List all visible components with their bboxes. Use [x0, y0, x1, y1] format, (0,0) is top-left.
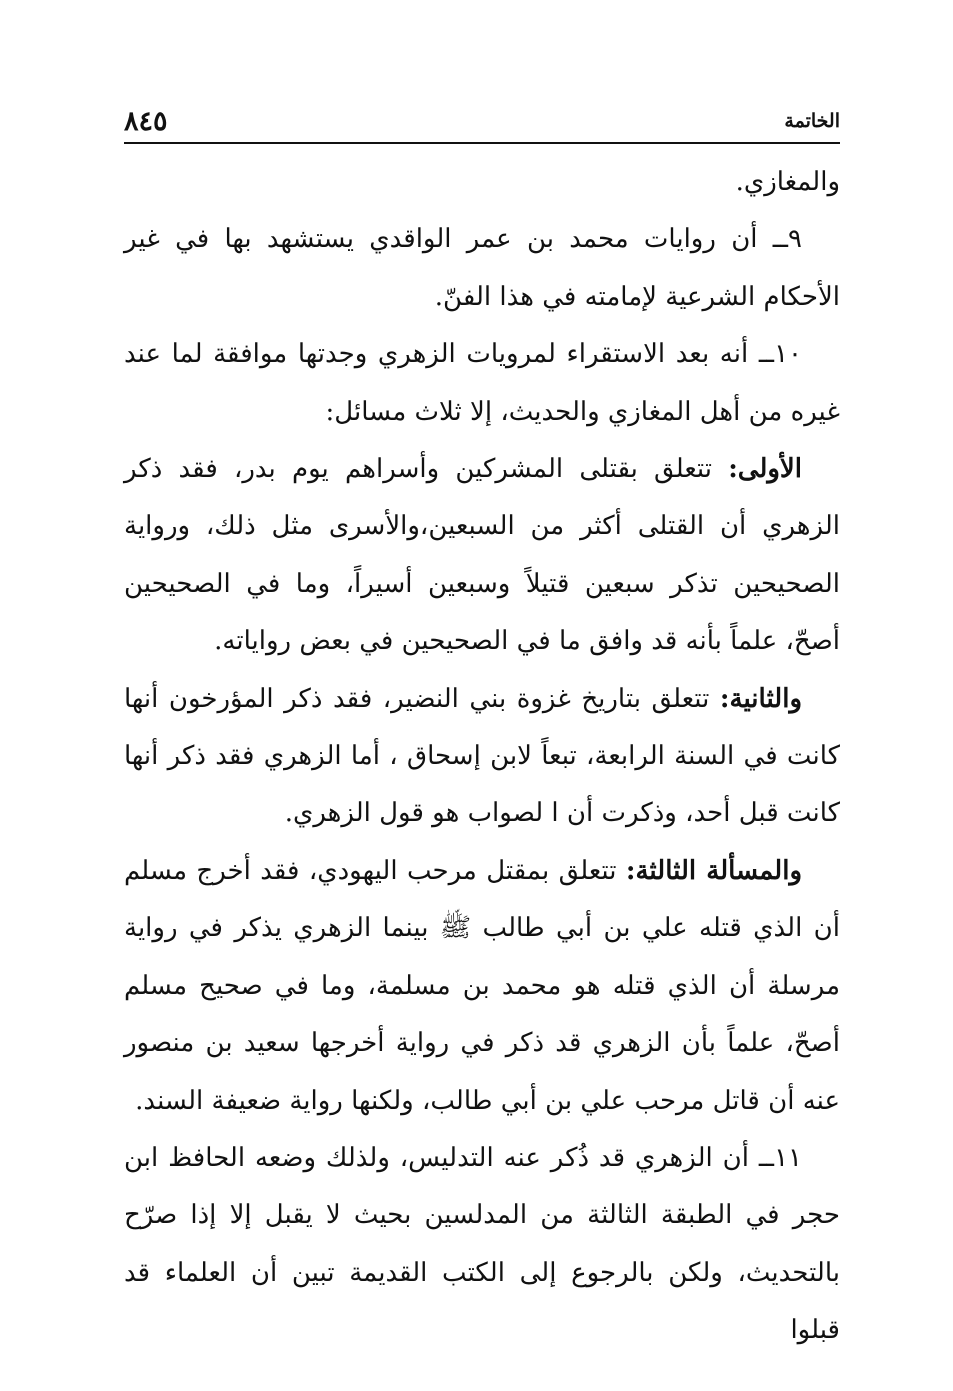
paragraph-7: ١١ــ أن الزهري قد ذُكر عنه التدليس، ولذلك وضعه الحافظ ابن حجر في الطبقة الثالثة من المدلسين بحيث لا يقبل إلا إذا صرّح بالتحديث، ولكن بالرجوع إلى الكتب القديمة تبين أن العلماء قد قبلوا: [124, 1142, 840, 1346]
paragraph-5: والثانية: تتعلق بتاريخ غزوة بني النضير، فقد ذكر المؤرخون أنها كانت في السنة الرابعة، تبعاً لابن إسحاق ، أما الزهري فقد ذكر أنها كانت قبل أحد، وذكرت أن ا لصواب هو قول الزهري.: [124, 683, 840, 829]
paragraph-6: والمسألة الثالثة: تتعلق بمقتل مرحب اليهودي، فقد أخرج مسلم أن الذي قتله علي بن أبي طالب ﷺ بينما الزهري يذكر في رواية مرسلة أن الذي قتله هو محمد بن مسلمة، وما في صحيح مسلم أصحّ، علماً بأن الزهري قد ذكر في رواية أخرجها سعيد بن منصور عنه أن قاتل مرحب علي بن أبي طالب، ولكنها رواية ضعيفة السند.: [124, 855, 840, 1116]
paragraph-lead: والثانية:: [719, 683, 802, 714]
chapter-title: الخاتمة: [784, 110, 840, 132]
paragraph-4: الأولى: تتعلق بقتلى المشركين وأسراهم يوم بدر، فقد ذكر الزهري أن القتلى أكثر من السبعين،والأسرى مثل ذلك، ورواية الصحيحين تذكر سبعين قتيلاً وسبعين أسيراً، وما في الصحيحين أصحّ، علماً بأنه قد وافق ما في الصحيحين في بعض رواياته.: [124, 454, 840, 657]
paragraph-3: ١٠ــ أنه بعد الاستقراء لمرويات الزهري وجدتها موافقة لما عند غيره من أهل المغازي والحديث، إلا ثلاث مسائل:: [124, 339, 840, 427]
paragraph-1: والمغازي.: [735, 167, 840, 197]
running-header: [124, 108, 840, 144]
header-rule: [124, 142, 840, 144]
page-number: ٨٤٥: [124, 106, 168, 137]
body-text: [124, 154, 840, 1360]
paragraph-lead: الأولى:: [728, 454, 802, 485]
paragraph-2: ٩ــ أن روايات محمد بن عمر الواقدي يستشهد بها في غير الأحكام الشرعية لإمامته في هذا الفنّ.: [124, 224, 840, 312]
paragraph-lead: والمسألة الثالثة:: [625, 855, 802, 886]
